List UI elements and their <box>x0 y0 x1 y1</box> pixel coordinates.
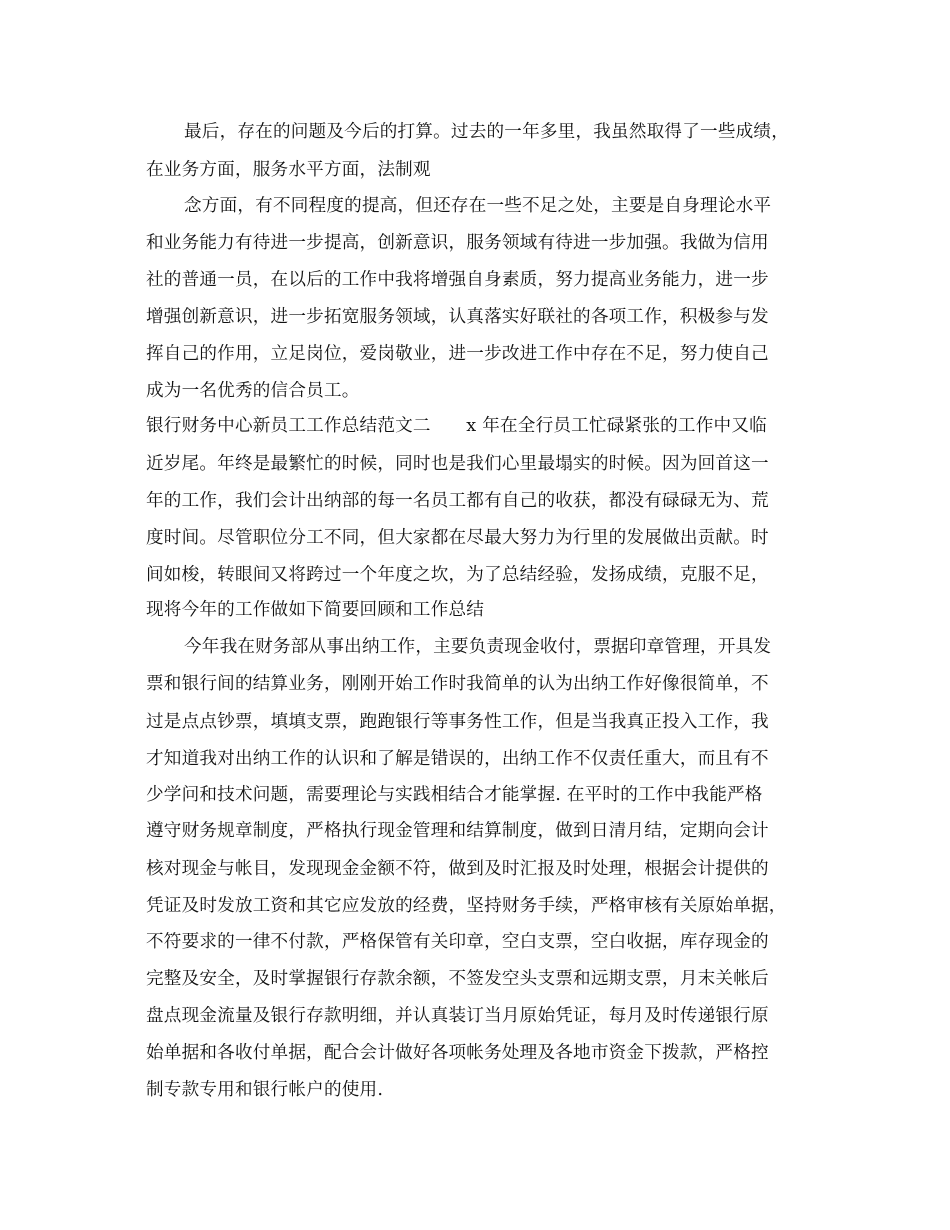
text-line: 始单据和各收付单据，配合会计做好各项帐务处理及各地市资金下拨款，严格控 <box>146 1043 769 1063</box>
text-line: 遵守财务规章制度，严格执行现金管理和结算制度，做到日清月结，定期向会计 <box>146 821 769 841</box>
text-line: 年的工作，我们会计出纳部的每一名员工都有自己的收获，都没有碌碌无为、荒 <box>146 491 769 511</box>
text-line: 才知道我对出纳工作的认识和了解是错误的，出纳工作不仅责任重大，而且有不 <box>146 749 769 769</box>
text-line: 在业务方面，服务水平方面，法制观 <box>146 160 431 180</box>
text-line: 今年我在财务部从事出纳工作，主要负责现金收付，票据印章管理，开具发 <box>184 637 772 657</box>
text-line: 度时间。尽管职位分工不同，但大家都在尽最大努力为行里的发展做出贡献。时 <box>146 528 769 548</box>
text-line: 现将今年的工作做如下简要回顾和工作总结 <box>146 600 485 620</box>
text-line: 成为一名优秀的信合员工。 <box>146 381 360 401</box>
text-line: 间如梭，转眼间又将跨过一个年度之坎，为了总结经验，发扬成绩，克服不足， <box>146 565 769 585</box>
text-line: 票和银行间的结算业务，刚刚开始工作时我简单的认为出纳工作好像很简单，不 <box>146 674 769 694</box>
text-line: 少学问和技术问题，需要理论与实践相结合才能掌握. 在平时的工作中我能严格 <box>146 785 763 805</box>
text-line: 核对现金与帐目，发现现金金额不符，做到及时汇报及时处理，根据会计提供的 <box>146 859 769 879</box>
text-line: 增强创新意识，进一步拓宽服务领域，认真落实好联社的各项工作，积极参与发 <box>146 307 769 327</box>
text-line: 过是点点钞票，填填支票，跑跑银行等事务性工作，但是当我真正投入工作，我 <box>146 712 769 732</box>
text-line: 最后，存在的问题及今后的打算。过去的一年多里，我虽然取得了一些成绩， <box>184 122 789 142</box>
text-line: 社的普通一员，在以后的工作中我将增强自身素质，努力提高业务能力，进一步 <box>146 270 769 290</box>
text-line: 念方面，有不同程度的提高，但还存在一些不足之处，主要是自身理论水平 <box>184 196 772 216</box>
text-line: 不符要求的一律不付款，严格保管有关印章，空白支票，空白收据，库存现金的 <box>146 932 769 952</box>
text-line: 近岁尾。年终是最繁忙的时候，同时也是我们心里最塌实的时候。因为回首这一 <box>146 454 769 474</box>
text-line: 制专款专用和银行帐户的使用. <box>146 1080 384 1100</box>
text-line: 完整及安全，及时掌握银行存款余额，不签发空头支票和远期支票，月末关帐后 <box>146 969 769 989</box>
section-heading-line: 银行财务中心新员工工作总结范文二 x 年在全行员工忙碌紧张的工作中又临 <box>146 416 767 436</box>
text-line: 挥自己的作用，立足岗位，爱岗敬业，进一步改进工作中存在不足，努力使自己 <box>146 344 769 364</box>
text-line: 盘点现金流量及银行存款明细，并认真装订当月原始凭证，每月及时传递银行原 <box>146 1006 769 1026</box>
text-line: 和业务能力有待进一步提高，创新意识，服务领域有待进一步加强。我做为信用 <box>146 233 769 253</box>
text-line: 凭证及时发放工资和其它应发放的经费，坚持财务手续，严格审核有关原始单据， <box>146 896 787 916</box>
